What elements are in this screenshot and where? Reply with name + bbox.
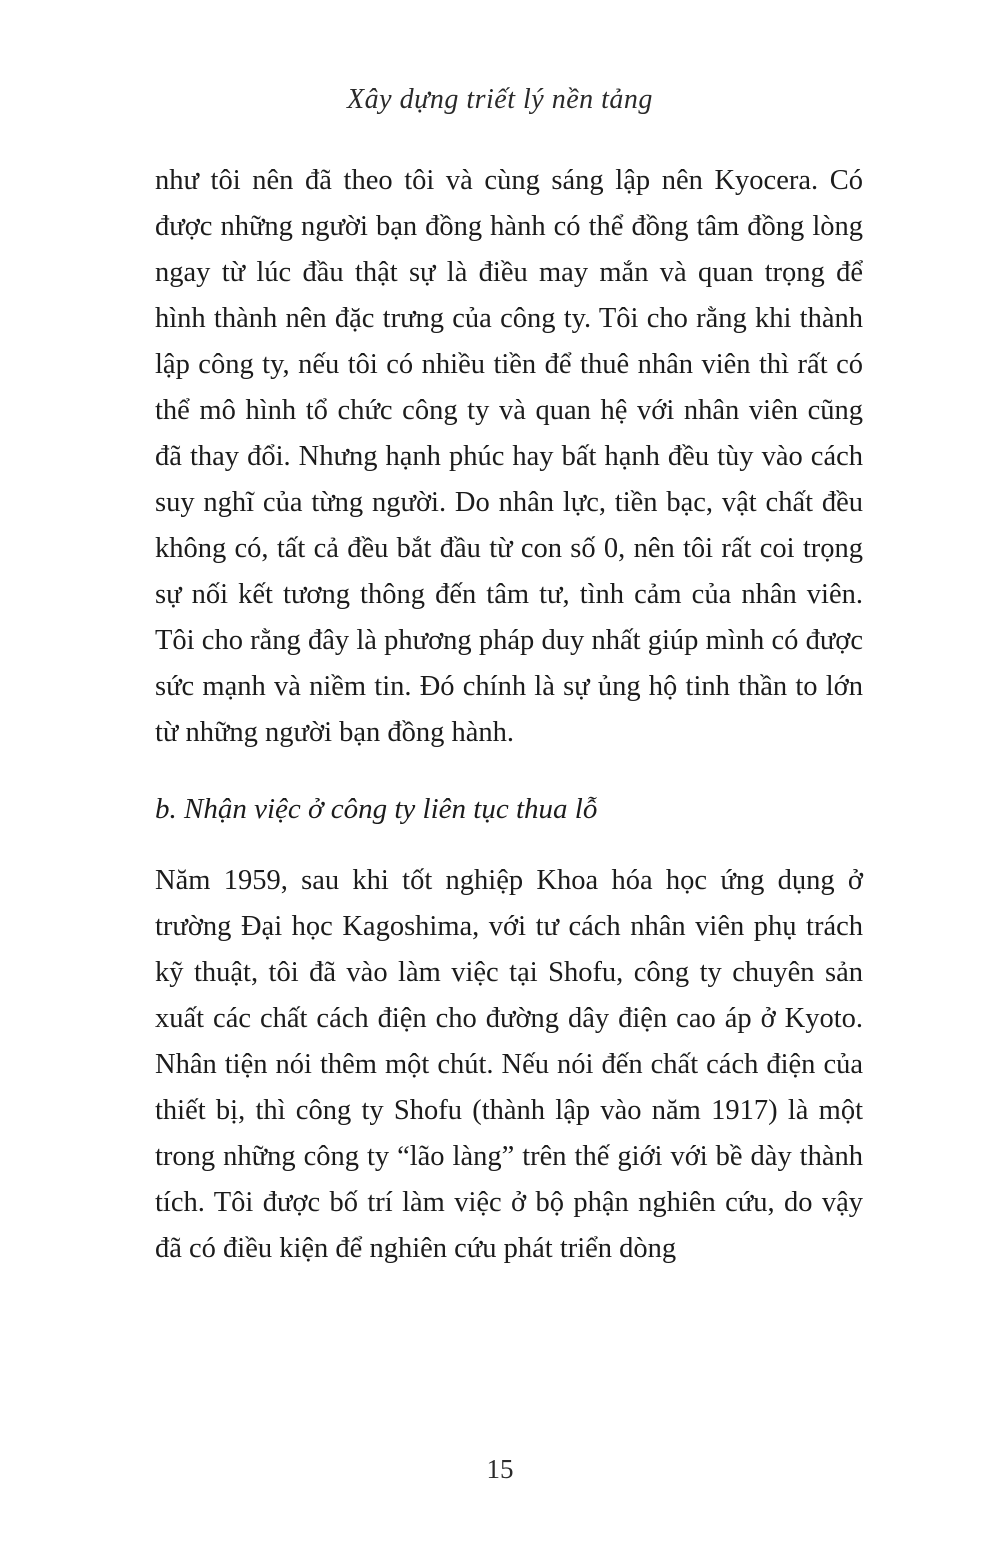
section-subheading: b. Nhận việc ở công ty liên tục thua lỗ	[155, 793, 598, 825]
text-block	[155, 158, 863, 1272]
running-header: Xây dựng triết lý nền tảng	[347, 84, 653, 115]
page-number: 15	[486, 1454, 514, 1484]
paragraph-2: Năm 1959, sau khi tốt nghiệp Khoa hóa học ứng dụng ở trường Đại học Kagoshima, với tư cách nhân viên phụ trách kỹ thuật, tôi đã vào làm việc tại Shofu, công ty chuyên sản xuất các chất cách điện cho đường dây điện cao áp ở Kyoto. Nhân tiện nói thêm một chút. Nếu nói đến chất cách điện của thiết bị, thì công ty Shofu (thành lập vào năm 1917) là một trong những công ty “lão làng” trên thế giới với bề dày thành tích. Tôi được bố trí làm việc ở bộ phận nghiên cứu, do vậy đã có điều kiện để nghiên cứu phát triển dòng	[155, 865, 863, 1264]
paragraph-1: như tôi nên đã theo tôi và cùng sáng lập nên Kyocera. Có được những người bạn đồng hành có thể đồng tâm đồng lòng ngay từ lúc đầu thật sự là điều may mắn và quan trọng để hình thành nên đặc trưng của công ty. Tôi cho rằng khi thành lập công ty, nếu tôi có nhiều tiền để thuê nhân viên thì rất có thể mô hình tổ chức công ty và quan hệ với nhân viên cũng đã thay đổi. Nhưng hạnh phúc hay bất hạnh đều tùy vào cách suy nghĩ của từng người. Do nhân lực, tiền bạc, vật chất đều không có, tất cả đều bắt đầu từ con số 0, nên tôi rất coi trọng sự nối kết tương thông đến tâm tư, tình cảm của nhân viên. Tôi cho rằng đây là phương pháp duy nhất giúp mình có được sức mạnh và niềm tin. Đó chính là sự ủng hộ tinh thần to lớn từ những người bạn đồng hành.	[155, 165, 863, 748]
